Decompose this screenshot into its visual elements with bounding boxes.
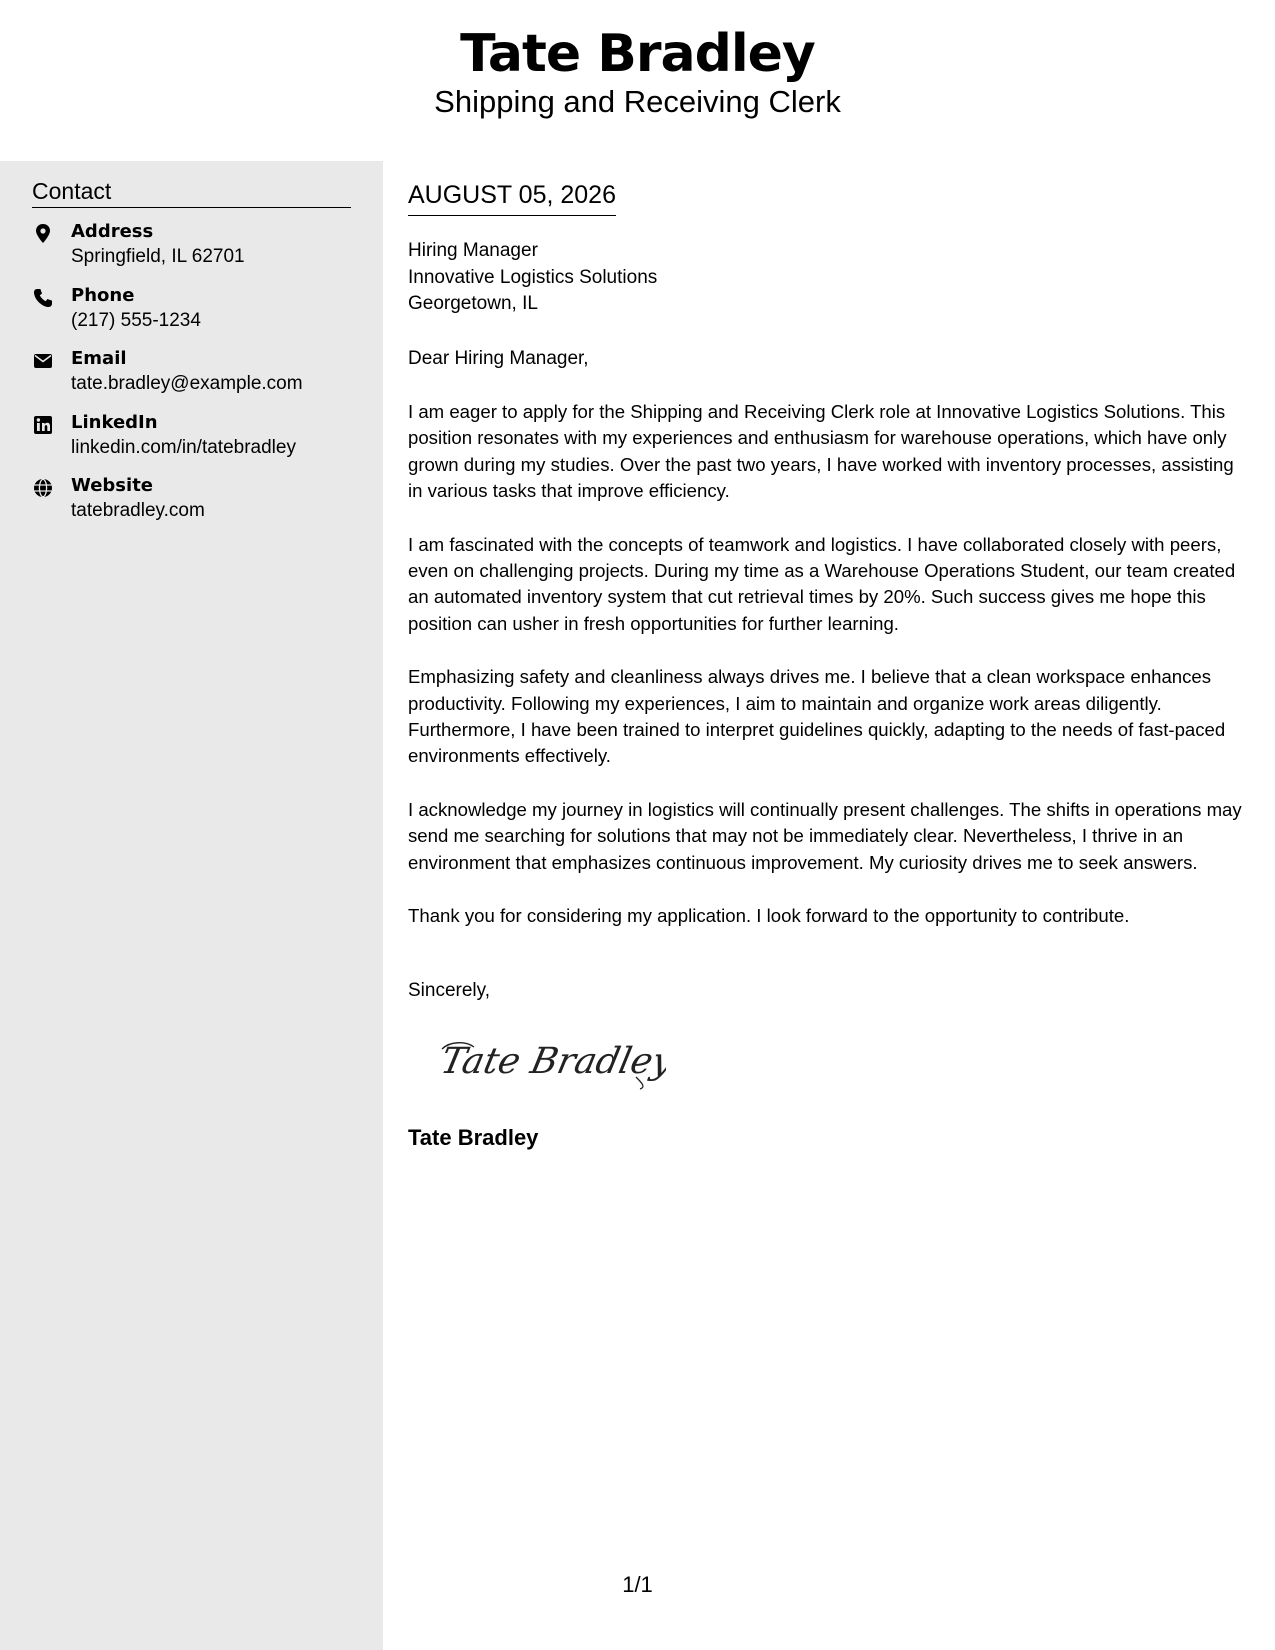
applicant-name: Tate Bradley [460, 24, 815, 84]
contact-item-linkedin [32, 410, 362, 474]
job-title: Shipping and Receiving Clerk [434, 84, 841, 119]
contact-item-email [32, 346, 362, 410]
resume-header [0, 0, 1275, 161]
contact-label: LinkedIn [71, 411, 158, 433]
closing: Sincerely, [408, 980, 491, 1001]
handwritten-signature [436, 1031, 666, 1091]
signer-name: Tate Bradley [408, 1125, 539, 1150]
contact-item-phone [32, 283, 362, 347]
contact-sidebar [0, 161, 383, 1650]
location-pin-icon [32, 223, 54, 245]
paragraph: Emphasizing safety and cleanliness always drives me. I believe that a clean workspace enhances productivity. Following my experiences, I aim to maintain and organize work areas diligently. Furthermore, I have been trained to interpret guidelines quickly, adapting to the needs of fast-paced environments effectively. [408, 666, 1226, 767]
envelope-icon [32, 350, 54, 372]
letter-date: AUGUST 05, 2026 [408, 179, 616, 216]
recipient-location: Georgetown, IL [408, 293, 538, 314]
page-number: 1/1 [622, 1572, 653, 1597]
contact-item-website [32, 473, 362, 537]
contact-list [32, 219, 362, 537]
paragraph: Thank you for considering my application. I look forward to the opportunity to contribute. [408, 905, 1130, 927]
contact-value: (217) 555-1234 [71, 309, 201, 331]
globe-icon [32, 477, 54, 499]
contact-value: Springfield, IL 62701 [71, 246, 245, 267]
contact-label: Address [71, 221, 154, 242]
paragraph: I acknowledge my journey in logistics will continually present challenges. The shifts in operations may send me searching for solutions that may not be immediately clear. Nevertheless, I thrive in an environment that emphasizes continuous improvement. My curiosity drives me to seek answers. [408, 798, 1242, 873]
contact-item-address [32, 219, 362, 283]
linkedin-icon [32, 414, 54, 436]
contact-value: tate.bradley@example.com [71, 373, 303, 394]
contact-heading: Contact [32, 175, 351, 208]
contact-label: Website [71, 475, 154, 496]
letter-paragraphs [408, 399, 1246, 957]
paragraph: I am fascinated with the concepts of teamwork and logistics. I have collaborated closely with peers, even on challenging projects. During my time as a Warehouse Operations Student, our team created an automated inventory system that cut retrieval times by 20%. Such success gives me hope this position can usher in fresh opportunities for further learning. [408, 533, 1236, 634]
recipient-company: Innovative Logistics Solutions [408, 266, 658, 288]
recipient-block [408, 238, 657, 318]
recipient-name: Hiring Manager [408, 240, 538, 261]
paragraph: I am eager to apply for the Shipping and Receiving Clerk role at Innovative Logistics Solutions. This position resonates with my experiences and enthusiasm for warehouse operations, which have only grown during my studies. Over the past two years, I have worked with inventory processes, assisting in various tasks that improve efficiency. [408, 401, 1234, 502]
contact-label: Email [71, 348, 127, 369]
contact-value: tatebradley.com [71, 500, 205, 521]
svg-text:Tate Bradley: Tate Bradley [437, 1039, 666, 1082]
phone-icon [32, 287, 54, 309]
greeting: Dear Hiring Manager, [408, 348, 589, 369]
contact-value: linkedin.com/in/tatebradley [71, 436, 296, 458]
contact-label: Phone [71, 284, 135, 306]
